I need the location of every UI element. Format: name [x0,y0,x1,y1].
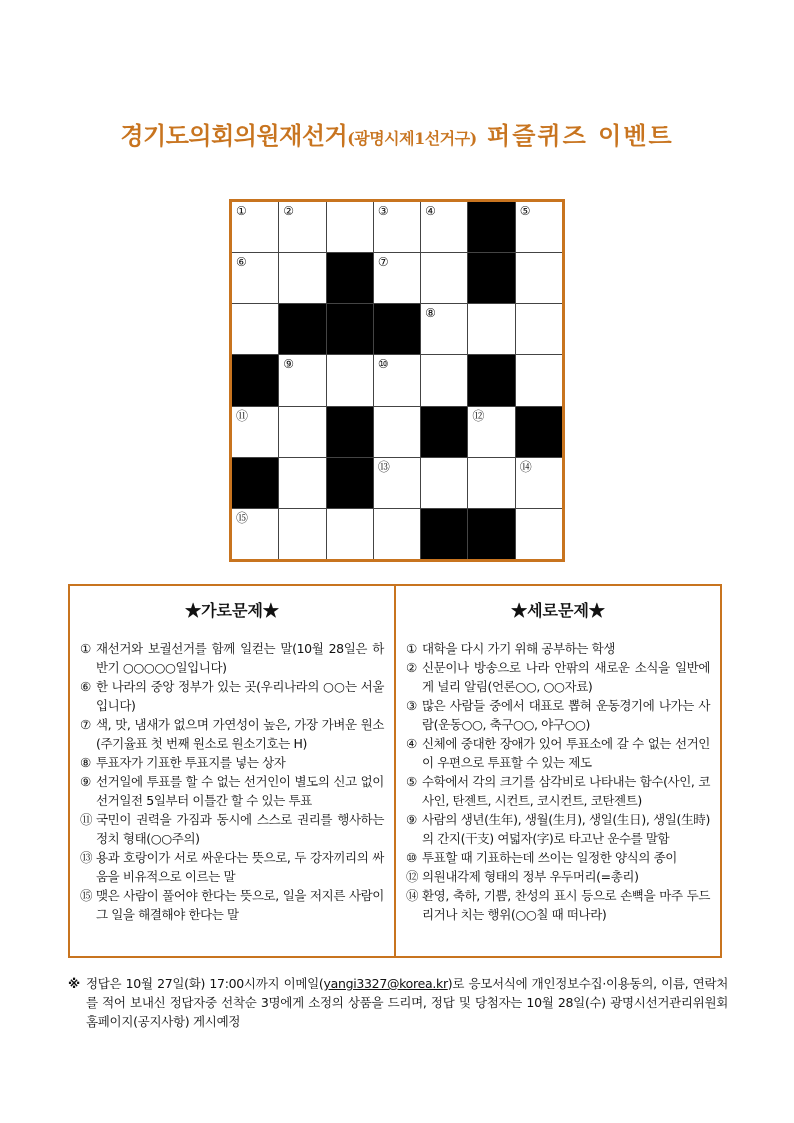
black-cell [327,458,373,508]
answer-cell[interactable] [421,253,467,303]
down-clue [406,734,710,772]
answer-cell[interactable] [374,509,420,559]
clue-number: ⑭ [519,459,532,474]
answer-cell[interactable] [516,355,562,405]
down-clues [396,586,720,956]
answer-cell[interactable] [279,253,325,303]
answer-cell[interactable] [374,407,420,457]
clue-number: ⑤ [519,204,531,218]
answer-cell[interactable] [374,355,420,405]
across-clue-list [80,639,384,924]
answer-cell[interactable] [279,202,325,252]
clue-number: ② [406,660,417,675]
clue-number: ③ [406,698,417,713]
clue-number: ⑥ [236,255,247,270]
black-cell [327,304,373,354]
clue-text: 투표자가 기표한 투표지를 넣는 상자 [96,755,286,770]
clue-text: 투표할 때 기표하는데 쓰이는 일정한 양식의 종이 [422,850,677,865]
down-clue [406,810,710,848]
across-clue [80,715,384,753]
clue-number: ⑪ [80,812,93,827]
answer-cell[interactable] [516,202,562,252]
answer-cell[interactable] [279,407,325,457]
down-clue-list [406,639,710,924]
clue-number: ⑨ [406,812,417,827]
clue-number: ⑮ [236,510,249,525]
black-cell [327,407,373,457]
clue-text: 재선거와 보궐선거를 함께 일컫는 말(10월 28일은 하반기 ○○○○○일입니다) [96,641,384,675]
answer-cell[interactable] [279,458,325,508]
across-clue [80,677,384,715]
black-cell [468,355,514,405]
answer-cell[interactable] [516,509,562,559]
notice-text [86,974,728,1031]
across-clue [80,810,384,848]
clue-text: 한 나라의 중앙 정부가 있는 곳(우리나라의 ○○는 서울입니다) [96,679,384,713]
reference-mark: ※ [68,976,80,991]
black-cell [516,407,562,457]
answer-cell[interactable] [327,202,373,252]
notice [68,974,728,1031]
down-clue [406,867,710,886]
across-clue [80,639,384,677]
answer-cell[interactable] [232,407,278,457]
down-heading: ★세로문제★ [511,601,605,620]
answer-cell[interactable] [468,407,514,457]
answer-cell[interactable] [232,304,278,354]
clue-number: ⑥ [80,679,91,694]
email-link[interactable]: yangi3327@korea.kr [323,976,448,991]
title-main: 경기도의회의원재선거 [120,121,348,150]
answer-cell[interactable] [468,458,514,508]
down-clue [406,658,710,696]
answer-cell[interactable] [374,202,420,252]
answer-cell[interactable] [516,304,562,354]
across-clue [80,772,384,810]
clue-text: 대학을 다시 가기 위해 공부하는 학생 [422,641,615,656]
notice-text-before: 정답은 10월 27일(화) 17:00시까지 이메일( [86,976,324,991]
clue-number: ⑫ [472,408,485,423]
down-clue [406,696,710,734]
down-clue [406,886,710,924]
clue-number: ① [406,641,417,656]
clue-number: ⑦ [377,255,389,270]
answer-cell[interactable] [516,253,562,303]
clue-number: ① [80,641,91,656]
down-clue [406,772,710,810]
clue-number: ⑩ [377,357,389,372]
down-clue [406,848,710,867]
clue-number: ⑧ [425,306,436,321]
clues-box [68,584,722,958]
clue-number: ⑩ [406,850,417,865]
black-cell [468,509,514,559]
answer-cell[interactable] [279,355,325,405]
clue-text: 용과 호랑이가 서로 싸운다는 뜻으로, 두 강자끼리의 싸움을 비유적으로 이르는 말 [96,850,384,884]
across-clues [70,586,396,956]
answer-cell[interactable] [279,509,325,559]
across-heading: ★가로문제★ [185,601,279,620]
across-clue [80,886,384,924]
clue-number: ⑭ [406,888,419,903]
down-clue [406,639,710,658]
clue-number: ⑨ [80,774,91,789]
black-cell [232,458,278,508]
answer-cell[interactable] [421,355,467,405]
clue-text: 맺은 사람이 풀어야 한다는 뜻으로, 일을 저지른 사람이 그 일을 해결해야 한다는 말 [96,888,384,922]
page-title [0,116,794,151]
answer-cell[interactable] [327,355,373,405]
clue-text: 많은 사람들 중에서 대표로 뽑혀 운동경기에 나가는 사람(운동○○, 축구○○, 야구○○) [422,698,710,732]
title-district: (광명시제1선거구) [347,129,477,148]
clue-text: 의원내각제 형태의 정부 우두머리(=총리) [422,869,639,884]
answer-cell[interactable] [232,253,278,303]
across-clue [80,753,384,772]
answer-cell[interactable] [516,458,562,508]
clue-number: ③ [377,204,389,218]
answer-cell[interactable] [232,509,278,559]
black-cell [468,202,514,252]
clue-number: ⑬ [377,459,390,474]
answer-cell[interactable] [232,202,278,252]
clue-number: ④ [406,736,417,751]
title-event: 퍼즐퀴즈 이벤트 [476,121,674,150]
black-cell [279,304,325,354]
answer-cell[interactable] [327,509,373,559]
answer-cell[interactable] [421,458,467,508]
clue-number: ⑬ [80,850,93,865]
clue-number: ⑨ [283,357,295,372]
clue-text: 색, 맛, 냄새가 없으며 가연성이 높은, 가장 가벼운 원소(주기율표 첫 번째 원소로 원소기호는 H) [96,717,384,751]
crossword-puzzle [229,199,565,562]
clue-number: ⑦ [80,717,91,732]
clue-text: 국민이 권력을 가짐과 동시에 스스로 권리를 행사하는 정치 형태(○○주의) [96,812,384,846]
black-cell [232,355,278,405]
answer-cell[interactable] [421,202,467,252]
crossword-grid [232,202,562,559]
clue-text: 신체에 중대한 장애가 있어 투표소에 갈 수 없는 선거인이 우편으로 투표할 수 있는 제도 [422,736,710,770]
black-cell [374,304,420,354]
clue-number: ① [236,204,247,218]
answer-cell[interactable] [421,304,467,354]
clue-text: 수학에서 각의 크기를 삼각비로 나타내는 함수(사인, 코사인, 탄젠트, 시컨트, 코시컨트, 코탄젠트) [422,774,710,808]
clue-number: ④ [425,204,436,218]
clue-number: ⑧ [80,755,91,770]
clue-number: ⑪ [236,408,249,423]
across-clue [80,848,384,886]
black-cell [327,253,373,303]
black-cell [421,407,467,457]
answer-cell[interactable] [374,253,420,303]
black-cell [468,253,514,303]
clue-text: 신문이나 방송으로 나라 안팎의 새로운 소식을 일반에게 널리 알림(언론○○, ○○자료) [422,660,710,694]
answer-cell[interactable] [374,458,420,508]
clue-number: ② [283,204,295,218]
answer-cell[interactable] [468,304,514,354]
clue-number: ⑤ [406,774,417,789]
clue-number: ⑫ [406,869,419,884]
clue-number: ⑮ [80,888,93,903]
black-cell [421,509,467,559]
clue-text: 선거일에 투표를 할 수 없는 선거인이 별도의 신고 없이 선거일전 5일부터 이틀간 할 수 있는 투표 [96,774,384,808]
clue-text: 환영, 축하, 기쁨, 찬성의 표시 등으로 손뼉을 마주 두드리거나 치는 행위(○○칠 때 떠나라) [422,888,710,922]
clue-text: 사람의 생년(生年), 생월(生月), 생일(生日), 생일(生時)의 간지(干支) 여덟자(字)로 타고난 운수를 말함 [422,812,710,846]
notice-text-after: )로 응모서식에 개인정보수집·이용동의, 이름, 연락처를 적어 보내신 정답자중 선착순 3명에게 소정의 상품을 드리며, 정답 및 당첨자는 10월 28일(수) 광명시선거관리위원회 홈페이지(공지사항) 게시예정 [86,976,728,1029]
